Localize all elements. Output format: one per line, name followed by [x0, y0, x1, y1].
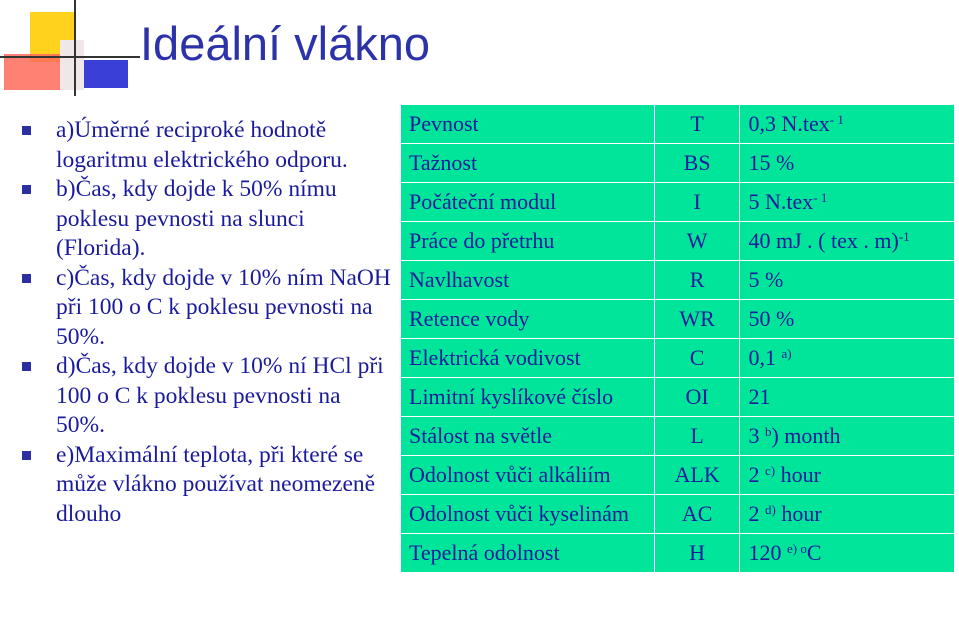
table-row: [401, 456, 955, 495]
value-text: 50 %: [748, 306, 795, 331]
value-superscript: - 1: [813, 190, 828, 205]
value-text: 0,3 N.tex: [748, 111, 830, 136]
value-text: 2: [748, 501, 760, 526]
value-text: 21: [748, 384, 771, 409]
table-row: [401, 105, 955, 144]
value-superscript: b: [764, 424, 772, 439]
symbol-cell: H: [654, 534, 740, 573]
property-cell: Tepelná odolnost: [401, 534, 655, 573]
property-cell: Tažnost: [401, 144, 655, 183]
property-cell: Počáteční modul: [401, 183, 655, 222]
table-row: [401, 495, 955, 534]
table-row: [401, 417, 955, 456]
property-cell: Odolnost vůči kyselinám: [401, 495, 655, 534]
value-cell: [740, 378, 955, 417]
decor-horizontal-line: [0, 56, 140, 58]
square-bullet-icon: [22, 362, 31, 371]
value-superscript: -1: [898, 229, 910, 244]
symbol-cell: ALK: [654, 456, 740, 495]
symbol-cell: AC: [654, 495, 740, 534]
symbol-cell: L: [654, 417, 740, 456]
symbol-cell: C: [654, 339, 740, 378]
bullet-text: e)Maximální teplota, při které se může vlákno používat neomezeně dlouho: [56, 441, 376, 527]
value-cell: [740, 456, 955, 495]
decor-red-square: [4, 54, 64, 90]
bullet-text: b)Čas, kdy dojde k 50% nímu poklesu pevnosti na slunci (Florida).: [56, 176, 337, 261]
value-text: 40 mJ . ( tex . m): [748, 228, 899, 253]
property-cell: Stálost na světle: [401, 417, 655, 456]
properties-table: [400, 104, 955, 573]
bullet-item: [22, 264, 392, 353]
bullet-item: [22, 175, 392, 264]
page-title: Ideální vlákno: [140, 17, 431, 70]
value-tail: C: [806, 540, 822, 565]
value-superscript: a): [781, 346, 792, 361]
value-cell: [740, 417, 955, 456]
property-cell: Elektrická vodivost: [401, 339, 655, 378]
value-text: 3: [748, 423, 760, 448]
symbol-cell: WR: [654, 300, 740, 339]
table-row: [401, 378, 955, 417]
table-row: [401, 300, 955, 339]
value-text: 120: [748, 540, 782, 565]
bullet-text: c)Čas, kdy dojde v 10% ním NaOH při 100 o C k poklesu pevnosti na 50%.: [56, 264, 391, 350]
square-bullet-icon: [22, 274, 31, 283]
symbol-cell: R: [654, 261, 740, 300]
value-superscript: - 1: [829, 112, 844, 127]
value-cell: [740, 222, 955, 261]
bullet-text: d)Čas, kdy dojde v 10% ní HCl při 100 o C k poklesu pevnosti na 50%.: [56, 353, 384, 438]
symbol-cell: I: [654, 183, 740, 222]
value-text: 5 N.tex: [748, 189, 814, 214]
value-tail: hour: [780, 462, 821, 487]
square-bullet-icon: [22, 185, 31, 194]
table-row: [401, 261, 955, 300]
bullet-item: [22, 116, 392, 175]
property-cell: Retence vody: [401, 300, 655, 339]
table-row: [401, 144, 955, 183]
square-bullet-icon: [22, 126, 31, 135]
symbol-cell: T: [654, 105, 740, 144]
property-cell: Navlhavost: [401, 261, 655, 300]
value-text: 15 %: [748, 150, 795, 175]
value-superscript: c): [764, 463, 776, 478]
property-cell: Odolnost vůči alkáliím: [401, 456, 655, 495]
decor-light-square: [60, 40, 84, 90]
decor-vertical-line: [74, 0, 76, 96]
value-tail: hour: [781, 501, 822, 526]
bullet-item: [22, 441, 392, 530]
symbol-cell: OI: [654, 378, 740, 417]
value-cell: [740, 534, 955, 573]
value-superscript: d): [764, 502, 776, 517]
property-cell: Pevnost: [401, 105, 655, 144]
bullet-item: [22, 352, 392, 441]
value-superscript: e) o: [786, 541, 807, 556]
value-cell: [740, 339, 955, 378]
table-row: [401, 339, 955, 378]
value-cell: [740, 261, 955, 300]
value-cell: [740, 105, 955, 144]
property-cell: Limitní kyslíkové číslo: [401, 378, 655, 417]
table-row: [401, 534, 955, 573]
value-text: 5 %: [748, 267, 784, 292]
square-bullet-icon: [22, 451, 31, 460]
table-row: [401, 183, 955, 222]
bullet-text: a)Úměrné reciproké hodnotě logaritmu elektrického odporu.: [56, 117, 348, 173]
value-cell: [740, 183, 955, 222]
value-text: 2: [748, 462, 760, 487]
value-cell: [740, 144, 955, 183]
value-text: 0,1: [748, 345, 776, 370]
decor-blue-square: [78, 60, 128, 88]
symbol-cell: W: [654, 222, 740, 261]
value-tail: ) month: [771, 423, 841, 448]
property-cell: Práce do přetrhu: [401, 222, 655, 261]
symbol-cell: BS: [654, 144, 740, 183]
value-cell: [740, 495, 955, 534]
table-row: [401, 222, 955, 261]
bullet-list: [22, 116, 392, 529]
value-cell: [740, 300, 955, 339]
